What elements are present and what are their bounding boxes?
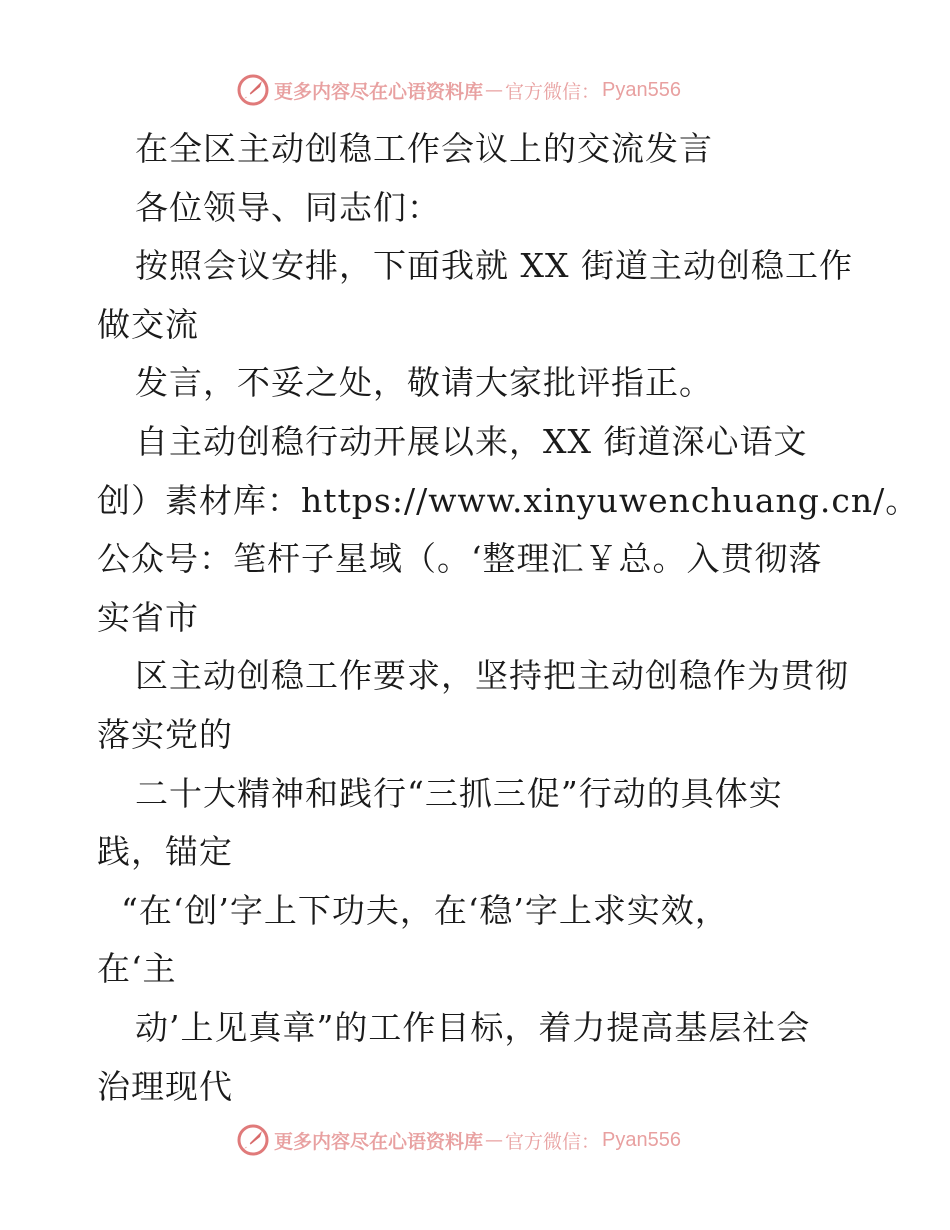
body-line: 在全区主动创稳工作会议上的交流发言 — [135, 129, 713, 168]
quill-seal-icon — [236, 73, 270, 107]
body-line: 区主动创稳工作要求，坚持把主动创稳作为贯彻 — [135, 656, 849, 696]
body-line: 做交流 — [97, 304, 199, 344]
body-line: 动’上见真章”的工作目标，着力提高基层社会 — [135, 1007, 811, 1047]
body-line: 实省市 — [97, 597, 199, 637]
body-line: 创）素材库：https://www.xinyuwenchuang.cn/。 — [97, 480, 920, 520]
banner-separator: — — [485, 79, 504, 101]
banner-text: 更多内容尽在心语资料库 — [274, 1130, 484, 1153]
banner-label: 官方微信： — [505, 80, 601, 103]
banner-wechat-id: Pyan556 — [602, 1128, 681, 1151]
body-line: 落实党的 — [97, 714, 233, 754]
banner-label: 官方微信： — [505, 1130, 601, 1153]
document-body — [97, 120, 920, 1116]
banner-text: 更多内容尽在心语资料库 — [274, 80, 484, 103]
quill-seal-icon — [236, 1123, 270, 1157]
body-line: 公众号：笔杆子星域（。‘整理汇￥总。入贯彻落 — [97, 539, 823, 579]
body-line: 二十大精神和践行“三抓三促”行动的具体实 — [135, 773, 783, 813]
body-line: 治理现代 — [97, 1066, 233, 1106]
body-line: 各位领导、同志们： — [135, 187, 441, 227]
body-line: “在‘创’字上下功夫，在‘稳’字上求实效， — [121, 890, 729, 930]
body-line: 自主动创稳行动开展以来，XX 街道深心语文 — [135, 421, 808, 461]
banner-wechat-id: Pyan556 — [602, 78, 681, 101]
body-line: 按照会议安排，下面我就 XX 街道主动创稳工作 — [135, 246, 853, 286]
footer-watermark-banner — [236, 1122, 681, 1158]
header-watermark-banner — [236, 72, 681, 108]
banner-separator: — — [485, 1129, 504, 1151]
body-line: 践，锚定 — [97, 832, 233, 872]
body-line: 发言，不妥之处，敬请大家批评指正。 — [135, 363, 713, 403]
body-line: 在‘主 — [97, 949, 177, 989]
